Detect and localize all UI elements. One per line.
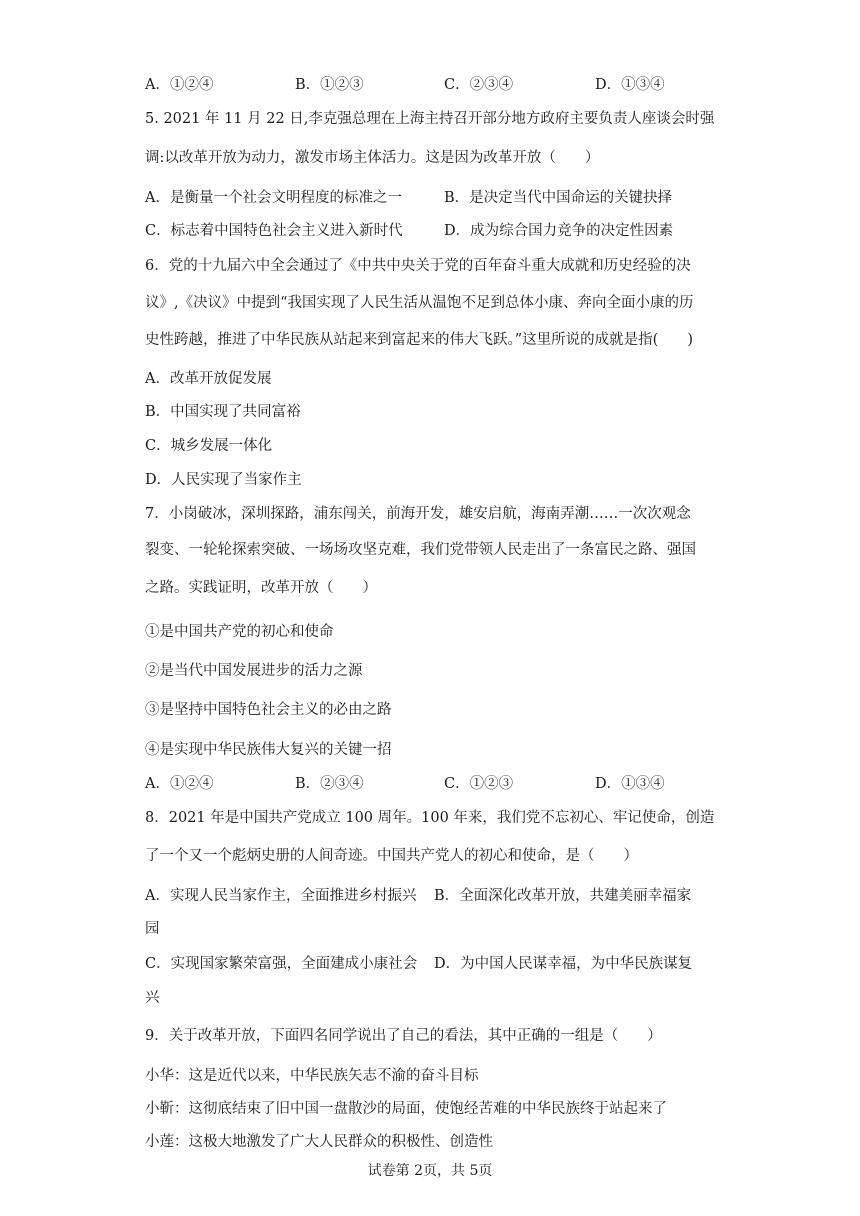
q4-option-d: D．①③④ [595,77,665,93]
q8-stem-line-1: 8．2021 年是中国共产党成立 100 周年。100 年来，我们党不忘初心、牢记使命，创造 [145,810,715,826]
q8-option-a: A．实现人民当家作主，全面推进乡村振兴 [145,888,417,904]
q5-stem-line-1: 5. 2021 年 11 月 22 日,李克强总理在上海主持召开部分地方政府主要负责人座谈会时强 [145,111,715,127]
q4-option-b: B．①②③ [295,77,364,93]
q8-option-b-wrap: 园 [145,921,160,937]
q9-view-3: 小莲：这极大地激发了广大人民群众的积极性、创造性 [145,1134,493,1150]
q6-option-d: D．人民实现了当家作主 [145,472,302,488]
q7-option-b: B．②③④ [295,776,364,792]
q8-option-b: B．全面深化改革开放，共建美丽幸福家 [434,888,692,904]
q8-option-d-wrap: 兴 [145,990,160,1006]
q7-statement-2: ②是当代中国发展进步的活力之源 [145,663,363,679]
q6-stem-line-3: 史性跨越，推进了中华民族从站起来到富起来的伟大飞跃。”这里所说的成就是指( ) [145,332,693,348]
q5-option-d: D．成为综合国力竞争的决定性因素 [444,223,674,239]
q7-statement-4: ④是实现中华民族伟大复兴的关键一招 [145,742,392,758]
q6-stem-line-1: 6．党的十九届六中全会通过了《中共中央关于党的百年奋斗重大成就和历史经验的决 [145,258,691,274]
q5-option-a: A．是衡量一个社会文明程度的标准之一 [145,190,402,206]
page-footer: 试卷第 2页，共 5页 [367,1163,493,1179]
q6-option-c: C．城乡发展一体化 [145,438,273,454]
q7-option-c: C．①②③ [444,776,514,792]
q6-option-b: B．中国实现了共同富裕 [145,404,301,420]
q6-stem-line-2: 议》,《决议》中提到“我国实现了人民生活从温饱不足到总体小康、奔向全面小康的历 [145,295,694,311]
q4-option-c: C．②③④ [444,77,514,93]
q7-statement-3: ③是坚持中国特色社会主义的必由之路 [145,702,392,718]
q8-stem-line-2: 了一个又一个彪炳史册的人间奇迹。中国共产党人的初心和使命，是（ ） [145,848,638,864]
q9-stem: 9．关于改革开放，下面四名同学说出了自己的看法，其中正确的一组是（ ） [145,1028,662,1044]
q7-statement-1: ①是中国共产党的初心和使命 [145,624,334,640]
q6-option-a: A．改革开放促发展 [145,371,272,387]
q8-option-d: D．为中国人民谋幸福，为中华民族谋复 [434,956,693,972]
q4-option-a: A．①②④ [145,77,214,93]
q8-option-c: C．实现国家繁荣富强，全面建成小康社会 [145,956,418,972]
q5-option-b: B．是决定当代中国命运的关键抉择 [444,190,673,206]
q7-stem-line-3: 之路。实践证明，改革开放（ ） [145,580,377,596]
q7-option-a: A．①②④ [145,776,214,792]
q7-stem-line-1: 7．小岗破冰，深圳探路，浦东闯关，前海开发，雄安启航，海南弄潮……一次次观念 [145,506,691,522]
q7-option-d: D．①③④ [595,776,665,792]
q9-view-1: 小华：这是近代以来，中华民族矢志不渝的奋斗目标 [145,1068,479,1084]
q9-view-2: 小靳：这彻底结束了旧中国一盘散沙的局面，使饱经苦难的中华民族终于站起来了 [145,1101,667,1117]
q5-stem-line-2: 调:以改革开放为动力，激发市场主体活力。这是因为改革开放（ ） [145,150,600,166]
q5-option-c: C．标志着中国特色社会主义进入新时代 [145,223,403,239]
q7-stem-line-2: 裂变、一轮轮探索突破、一场场攻坚克难，我们党带领人民走出了一条富民之路、强国 [145,542,696,558]
